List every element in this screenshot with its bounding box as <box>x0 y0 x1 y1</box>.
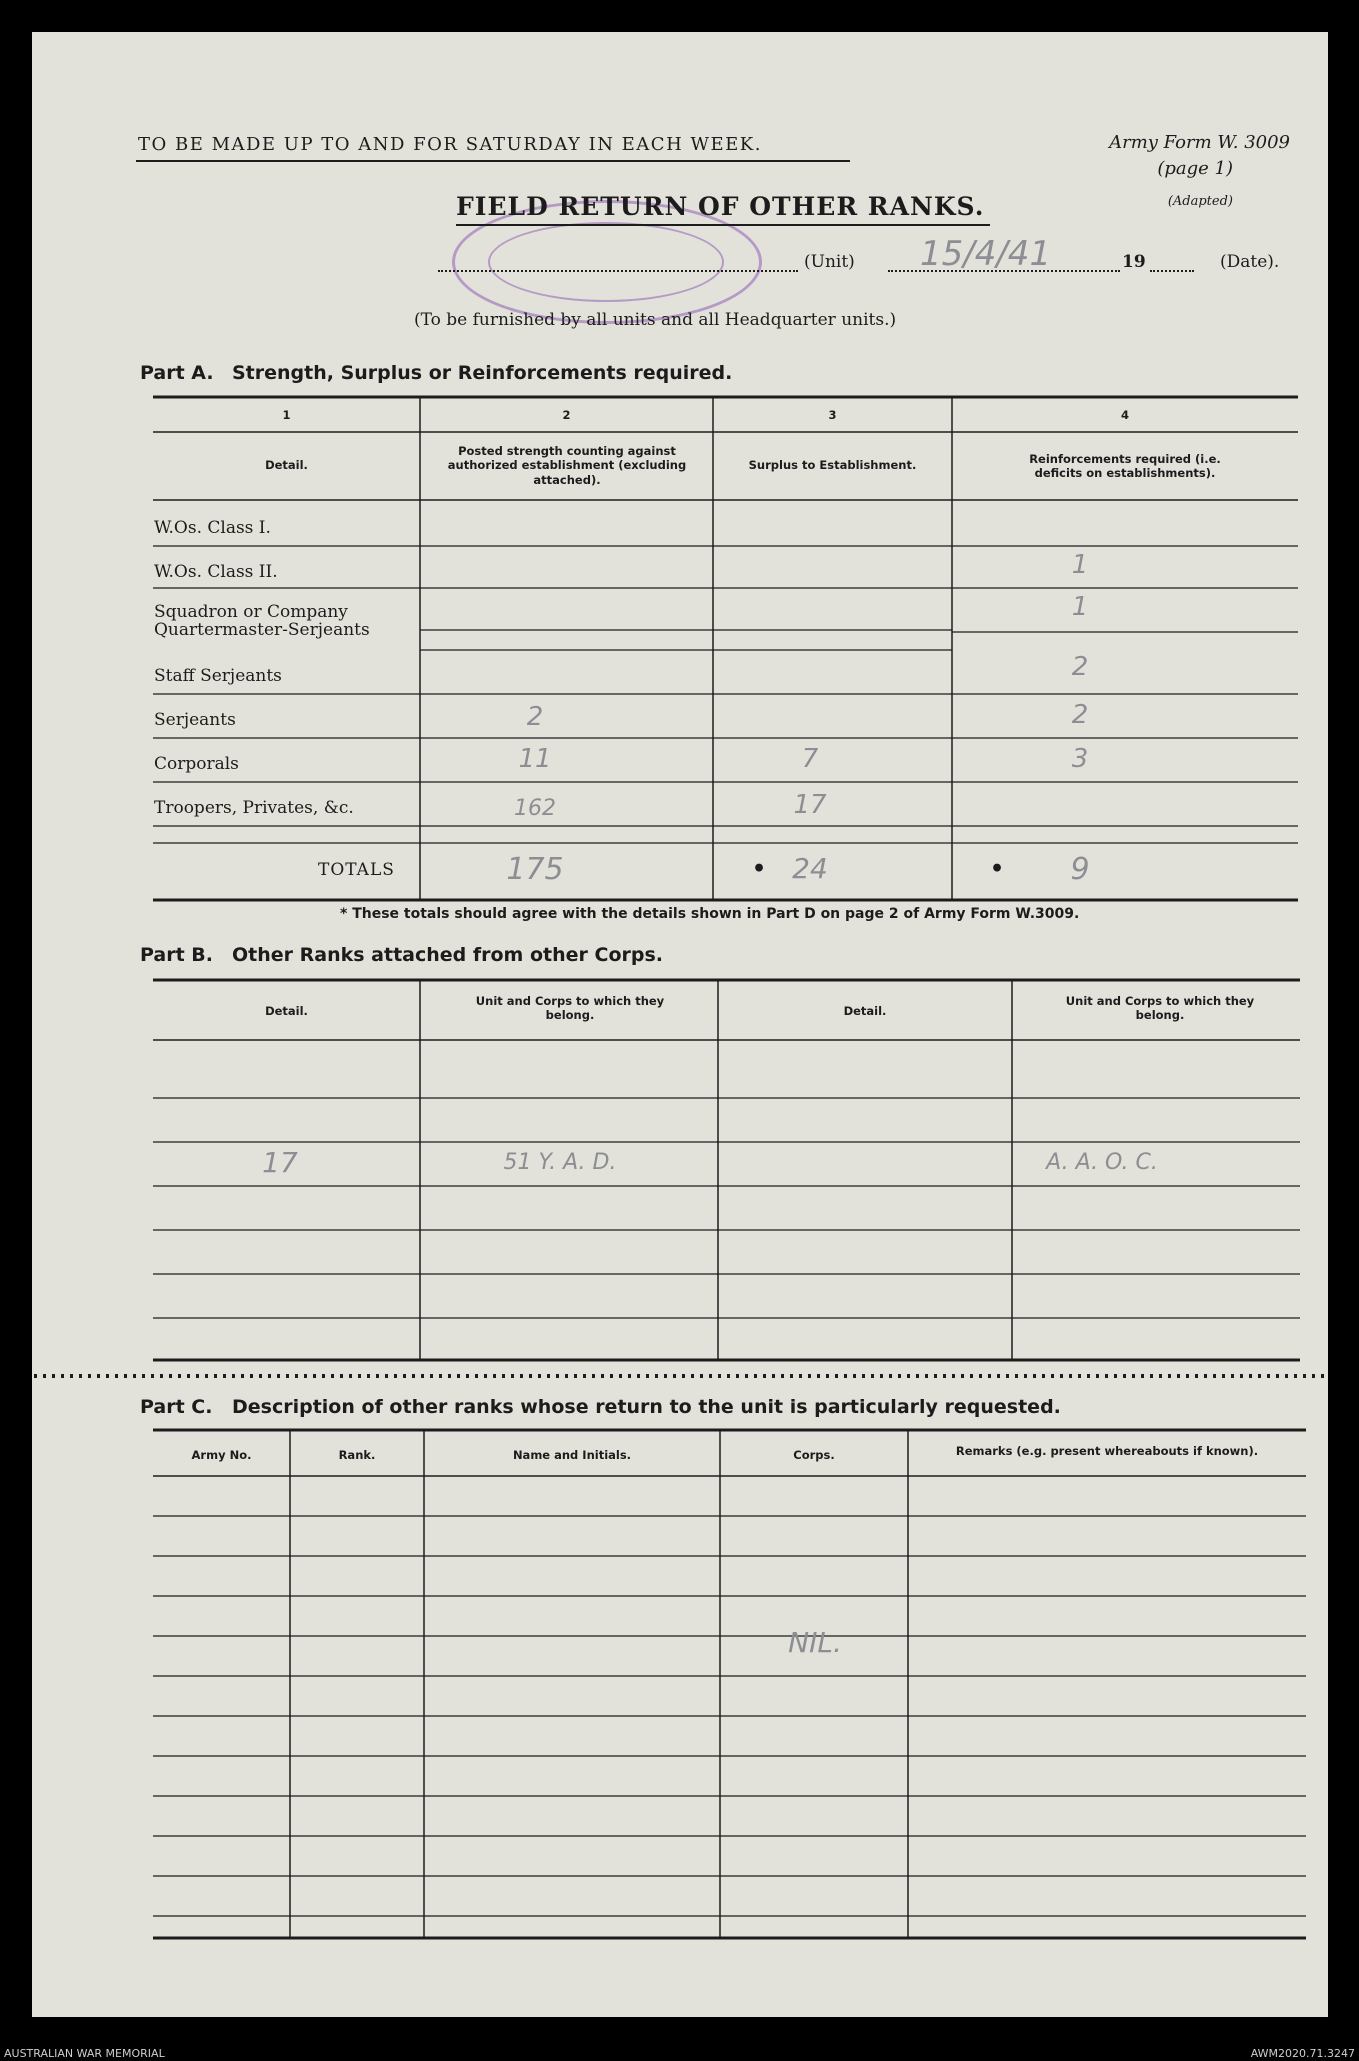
part-b-col-header: Unit and Corps to which they belong. <box>1065 994 1255 1023</box>
reinf-value: 3 <box>1071 744 1089 774</box>
totals-label: TOTALS <box>318 860 395 880</box>
part-a-heading: Part A. Strength, Surplus or Reinforcements required. <box>140 362 733 384</box>
part-b-col-header: Unit and Corps to which they belong. <box>475 994 665 1023</box>
part-c-entry: NIL. <box>788 1626 842 1659</box>
col-header-surplus: Surplus to Establishment. <box>748 458 917 472</box>
part-c-col-header: Army No. <box>191 1448 252 1462</box>
part-b-col-header: Detail. <box>265 1004 308 1018</box>
part-c-heading: Part C. Description of other ranks whose return to the unit is particularly requested. <box>140 1396 1061 1418</box>
row-label: Squadron or Company Quartermaster-Serjeants <box>154 602 370 640</box>
col-number: 2 <box>562 408 571 422</box>
row-label: Staff Serjeants <box>154 666 282 686</box>
form-title: FIELD RETURN OF OTHER RANKS. <box>456 192 985 221</box>
reinf-value: 2 <box>1071 700 1089 730</box>
col-number: 3 <box>828 408 837 422</box>
col-number: 4 <box>1120 408 1129 422</box>
form-adapted: (Adapted) <box>1167 194 1233 209</box>
surplus-value: 17 <box>793 790 827 820</box>
row-label: Corporals <box>154 754 239 774</box>
col-header-posted: Posted strength counting against authorized establishment (excluding attached). <box>447 444 687 487</box>
form-page: (page 1) <box>1157 158 1233 179</box>
part-b-detail-entry: 17 <box>262 1146 298 1179</box>
total-surplus: 24 <box>792 852 828 885</box>
total-marker: • <box>990 856 1005 882</box>
part-c-col-header: Remarks (e.g. present whereabouts if known). <box>955 1444 1259 1458</box>
reinf-value: 1 <box>1071 592 1089 622</box>
posted-value: 11 <box>518 744 552 774</box>
instruction-line: TO BE MADE UP TO AND FOR SATURDAY IN EACH WEEK. <box>138 134 762 155</box>
reinf-value: 2 <box>1071 652 1089 682</box>
row-label: Troopers, Privates, &c. <box>154 798 354 818</box>
reinf-value: 1 <box>1071 550 1089 580</box>
col-header-reinforcements: Reinforcements required (i.e. deficits on establishments). <box>1029 452 1221 481</box>
part-b-corps-entry: A. A. O. C. <box>1046 1150 1158 1175</box>
col-number: 1 <box>282 408 291 422</box>
form-number: Army Form W. 3009 <box>1109 132 1290 153</box>
total-marker: • <box>752 856 767 882</box>
part-b-col-header: Detail. <box>843 1004 887 1018</box>
part-b-unit-entry: 51 Y. A. D. <box>503 1150 617 1175</box>
row-label: Serjeants <box>154 710 236 730</box>
date-handwritten: 15/4/41 <box>920 234 1052 274</box>
posted-value: 162 <box>514 796 556 821</box>
part-c-col-header: Corps. <box>793 1448 835 1462</box>
part-c-col-header: Rank. <box>338 1448 376 1462</box>
furnish-note: (To be furnished by all units and all Headquarter units.) <box>414 310 897 330</box>
row-label: W.Os. Class I. <box>154 518 271 538</box>
row-label: W.Os. Class II. <box>154 562 278 582</box>
unit-label: (Unit) <box>804 252 855 272</box>
part-c-col-header: Name and Initials. <box>512 1448 632 1462</box>
date-label: (Date). <box>1220 252 1280 272</box>
surplus-value: 7 <box>801 744 819 774</box>
posted-value: 2 <box>526 702 544 732</box>
total-reinf: 9 <box>1070 852 1090 887</box>
footer-institution: AUSTRALIAN WAR MEMORIAL <box>4 2047 165 2060</box>
part-b-heading: Part B. Other Ranks attached from other Corps. <box>140 944 663 966</box>
footer-accession: AWM2020.71.3247 <box>1250 2047 1355 2060</box>
part-a-footnote: * These totals should agree with the details shown in Part D on page 2 of Army Form W.3009. <box>340 906 1080 922</box>
total-posted: 175 <box>506 852 564 887</box>
col-header-detail: Detail. <box>265 458 308 472</box>
year-label: 19 <box>1122 252 1146 272</box>
